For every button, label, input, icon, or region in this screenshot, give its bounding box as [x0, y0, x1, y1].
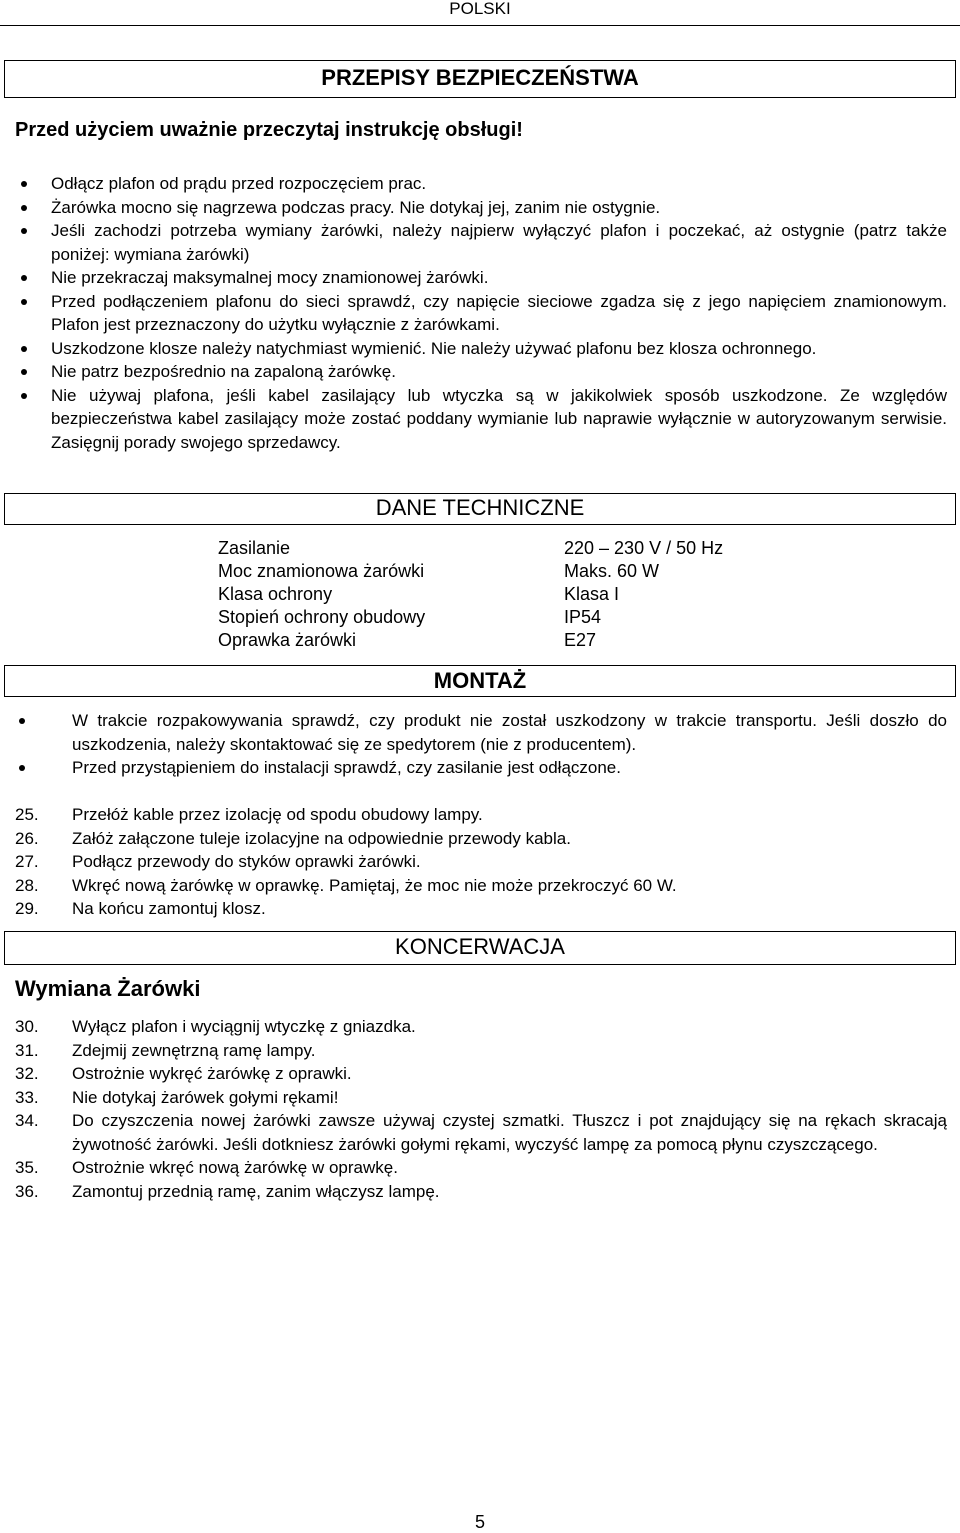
- spec-row: [218, 606, 723, 629]
- list-item: [15, 850, 947, 874]
- list-item: [15, 803, 947, 827]
- spec-label: Moc znamionowa żarówki: [218, 561, 425, 581]
- list-item: [15, 1015, 947, 1039]
- bullet-icon: [19, 718, 25, 724]
- step-text: Przełóż kable przez izolację od spodu obudowy lampy.: [72, 805, 483, 824]
- spec-label: Stopień ochrony obudowy: [218, 607, 426, 627]
- step-text: Nie dotykaj żarówek gołymi rękami!: [72, 1087, 339, 1107]
- step-number: 32.: [15, 1064, 39, 1083]
- maintenance-steps: [15, 1015, 947, 1203]
- spec-label: Klasa ochrony: [218, 584, 333, 604]
- list-item: [15, 897, 947, 921]
- maintenance-title: KONCERWACJA: [395, 934, 565, 959]
- list-item-text: Odłącz plafon od prądu przed rozpoczęciem prac.: [51, 174, 427, 193]
- header-rule: [0, 25, 960, 26]
- step-text: Zamontuj przednią ramę, zanim włączysz lampę.: [72, 1181, 440, 1201]
- step-number: 26.: [15, 828, 39, 848]
- assembly-bullet-list: [15, 709, 947, 780]
- spec-value: IP54: [564, 607, 602, 627]
- safety-intro: Przed użyciem uważnie przeczytaj instrukcję obsługi!: [15, 119, 523, 141]
- list-item-text: Uszkodzone klosze należy natychmiast wymienić. Nie należy używać plafonu bez klosza ochronnego.: [51, 338, 817, 358]
- list-item-text: Nie patrz bezpośrednio na zapaloną żarówkę.: [51, 362, 396, 381]
- spec-value: E27: [564, 630, 597, 650]
- step-text: Załóż załączone tuleje izolacyjne na odpowiednie przewody kabla.: [72, 828, 571, 848]
- step-text: Wyłącz plafon i wyciągnij wtyczkę z gniazdka.: [72, 1017, 416, 1036]
- spec-row: [218, 629, 723, 652]
- step-text: Na końcu zamontuj klosz.: [72, 899, 266, 918]
- list-item: [15, 360, 947, 384]
- header-language: POLSKI: [449, 0, 511, 18]
- list-item: [15, 337, 947, 361]
- step-number: 33.: [15, 1087, 39, 1107]
- list-item: [15, 219, 947, 266]
- spec-row: [218, 560, 723, 583]
- step-text: Podłącz przewody do styków oprawki żarówki.: [72, 852, 421, 871]
- spec-row: [218, 583, 723, 606]
- step-text: Zdejmij zewnętrzną ramę lampy.: [72, 1040, 316, 1060]
- list-item-text: Jeśli zachodzi potrzeba wymiany żarówki, należy najpierw wyłączyć plafon i poczekać, aż ostygnie (patrz także poniżej: wymiana żarówki): [51, 221, 947, 264]
- list-item-text: Przed podłączeniem plafonu do sieci sprawdź, czy napięcie sieciowe zgadza się z jego napięciem znamionowym. Plafon jest przeznaczony do użytku wyłącznie z żarówkami.: [51, 291, 947, 334]
- spec-label: Oprawka żarówki: [218, 630, 357, 650]
- step-number: 29.: [15, 899, 39, 918]
- specs-table: [218, 537, 723, 652]
- step-text: Do czyszczenia nowej żarówki zawsze używaj czystej szmatki. Tłuszcz i pot znajdujący się na rękach skracają żywotność żarówki. Jeśli dotkniesz żarówki gołymi rękami, wyczyść lampę za pomocą płynu czyszczącego.: [72, 1111, 947, 1154]
- list-item: [15, 172, 947, 196]
- page-number: 5: [474, 1512, 485, 1532]
- bullet-icon: [21, 228, 27, 234]
- bullet-icon: [21, 393, 27, 399]
- technical-title: DANE TECHNICZNE: [375, 495, 585, 520]
- step-number: 35.: [15, 1158, 39, 1177]
- assembly-title: MONTAŻ: [433, 668, 527, 693]
- safety-bullet-list: [15, 172, 947, 454]
- step-number: 28.: [15, 875, 39, 895]
- list-item: [15, 290, 947, 337]
- bullet-icon: [21, 346, 27, 352]
- spec-value: Maks. 60 W: [564, 561, 660, 581]
- assembly-steps: [15, 803, 947, 921]
- list-item: [15, 384, 947, 455]
- bullet-icon: [21, 181, 27, 187]
- step-text: Ostrożnie wykręć żarówkę z oprawki.: [72, 1064, 352, 1083]
- bullet-icon: [21, 369, 27, 375]
- step-number: 30.: [15, 1017, 39, 1036]
- bullet-icon: [21, 275, 27, 281]
- list-item-text: Nie przekraczaj maksymalnej mocy znamionowej żarówki.: [51, 268, 489, 287]
- list-item-text: Nie używaj plafona, jeśli kabel zasilający lub wtyczka są w jakikolwiek sposób uszkodzone. Ze względów bezpieczeństwa kabel zasilający może zostać poddany wymianie lub naprawie wyłącznie w autoryzowanym serwisie. Zasięgnij porady swojego sprzedawcy.: [51, 385, 947, 452]
- step-number: 25.: [15, 805, 39, 824]
- list-item: [15, 266, 947, 290]
- spec-row: [218, 537, 723, 560]
- spec-label: Zasilanie: [218, 538, 291, 558]
- maintenance-subtitle: Wymiana Żarówki: [15, 976, 201, 1001]
- spec-value: Klasa I: [564, 584, 620, 604]
- list-item: [15, 1062, 947, 1086]
- list-item: [15, 827, 947, 851]
- list-item: [15, 709, 947, 756]
- list-item: [15, 756, 947, 780]
- step-number: 36.: [15, 1181, 39, 1201]
- bullet-icon: [19, 765, 25, 771]
- list-item: [15, 874, 947, 898]
- step-text: Ostrożnie wkręć nową żarówkę w oprawkę.: [72, 1158, 398, 1177]
- bullet-icon: [21, 205, 27, 211]
- list-item: [15, 1086, 947, 1110]
- list-item: [15, 1180, 947, 1204]
- list-item: [15, 1156, 947, 1180]
- list-item: [15, 196, 947, 220]
- spec-value: 220 – 230 V / 50 Hz: [564, 538, 724, 558]
- list-item-text: Przed przystąpieniem do instalacji sprawdź, czy zasilanie jest odłączone.: [72, 758, 621, 777]
- step-number: 34.: [15, 1111, 39, 1130]
- list-item-text: Żarówka mocno się nagrzewa podczas pracy. Nie dotykaj jej, zanim nie ostygnie.: [51, 197, 661, 217]
- list-item: [15, 1109, 947, 1156]
- bullet-icon: [21, 299, 27, 305]
- safety-title: PRZEPISY BEZPIECZEŃSTWA: [321, 65, 639, 90]
- step-number: 27.: [15, 852, 39, 871]
- step-text: Wkręć nową żarówkę w oprawkę. Pamiętaj, że moc nie może przekroczyć 60 W.: [72, 875, 677, 895]
- list-item-text: W trakcie rozpakowywania sprawdź, czy produkt nie został uszkodzony w trakcie transportu. Jeśli doszło do uszkodzenia, należy skontaktować się ze spedytorem (nie z producentem).: [72, 711, 947, 754]
- list-item: [15, 1039, 947, 1063]
- step-number: 31.: [15, 1040, 39, 1060]
